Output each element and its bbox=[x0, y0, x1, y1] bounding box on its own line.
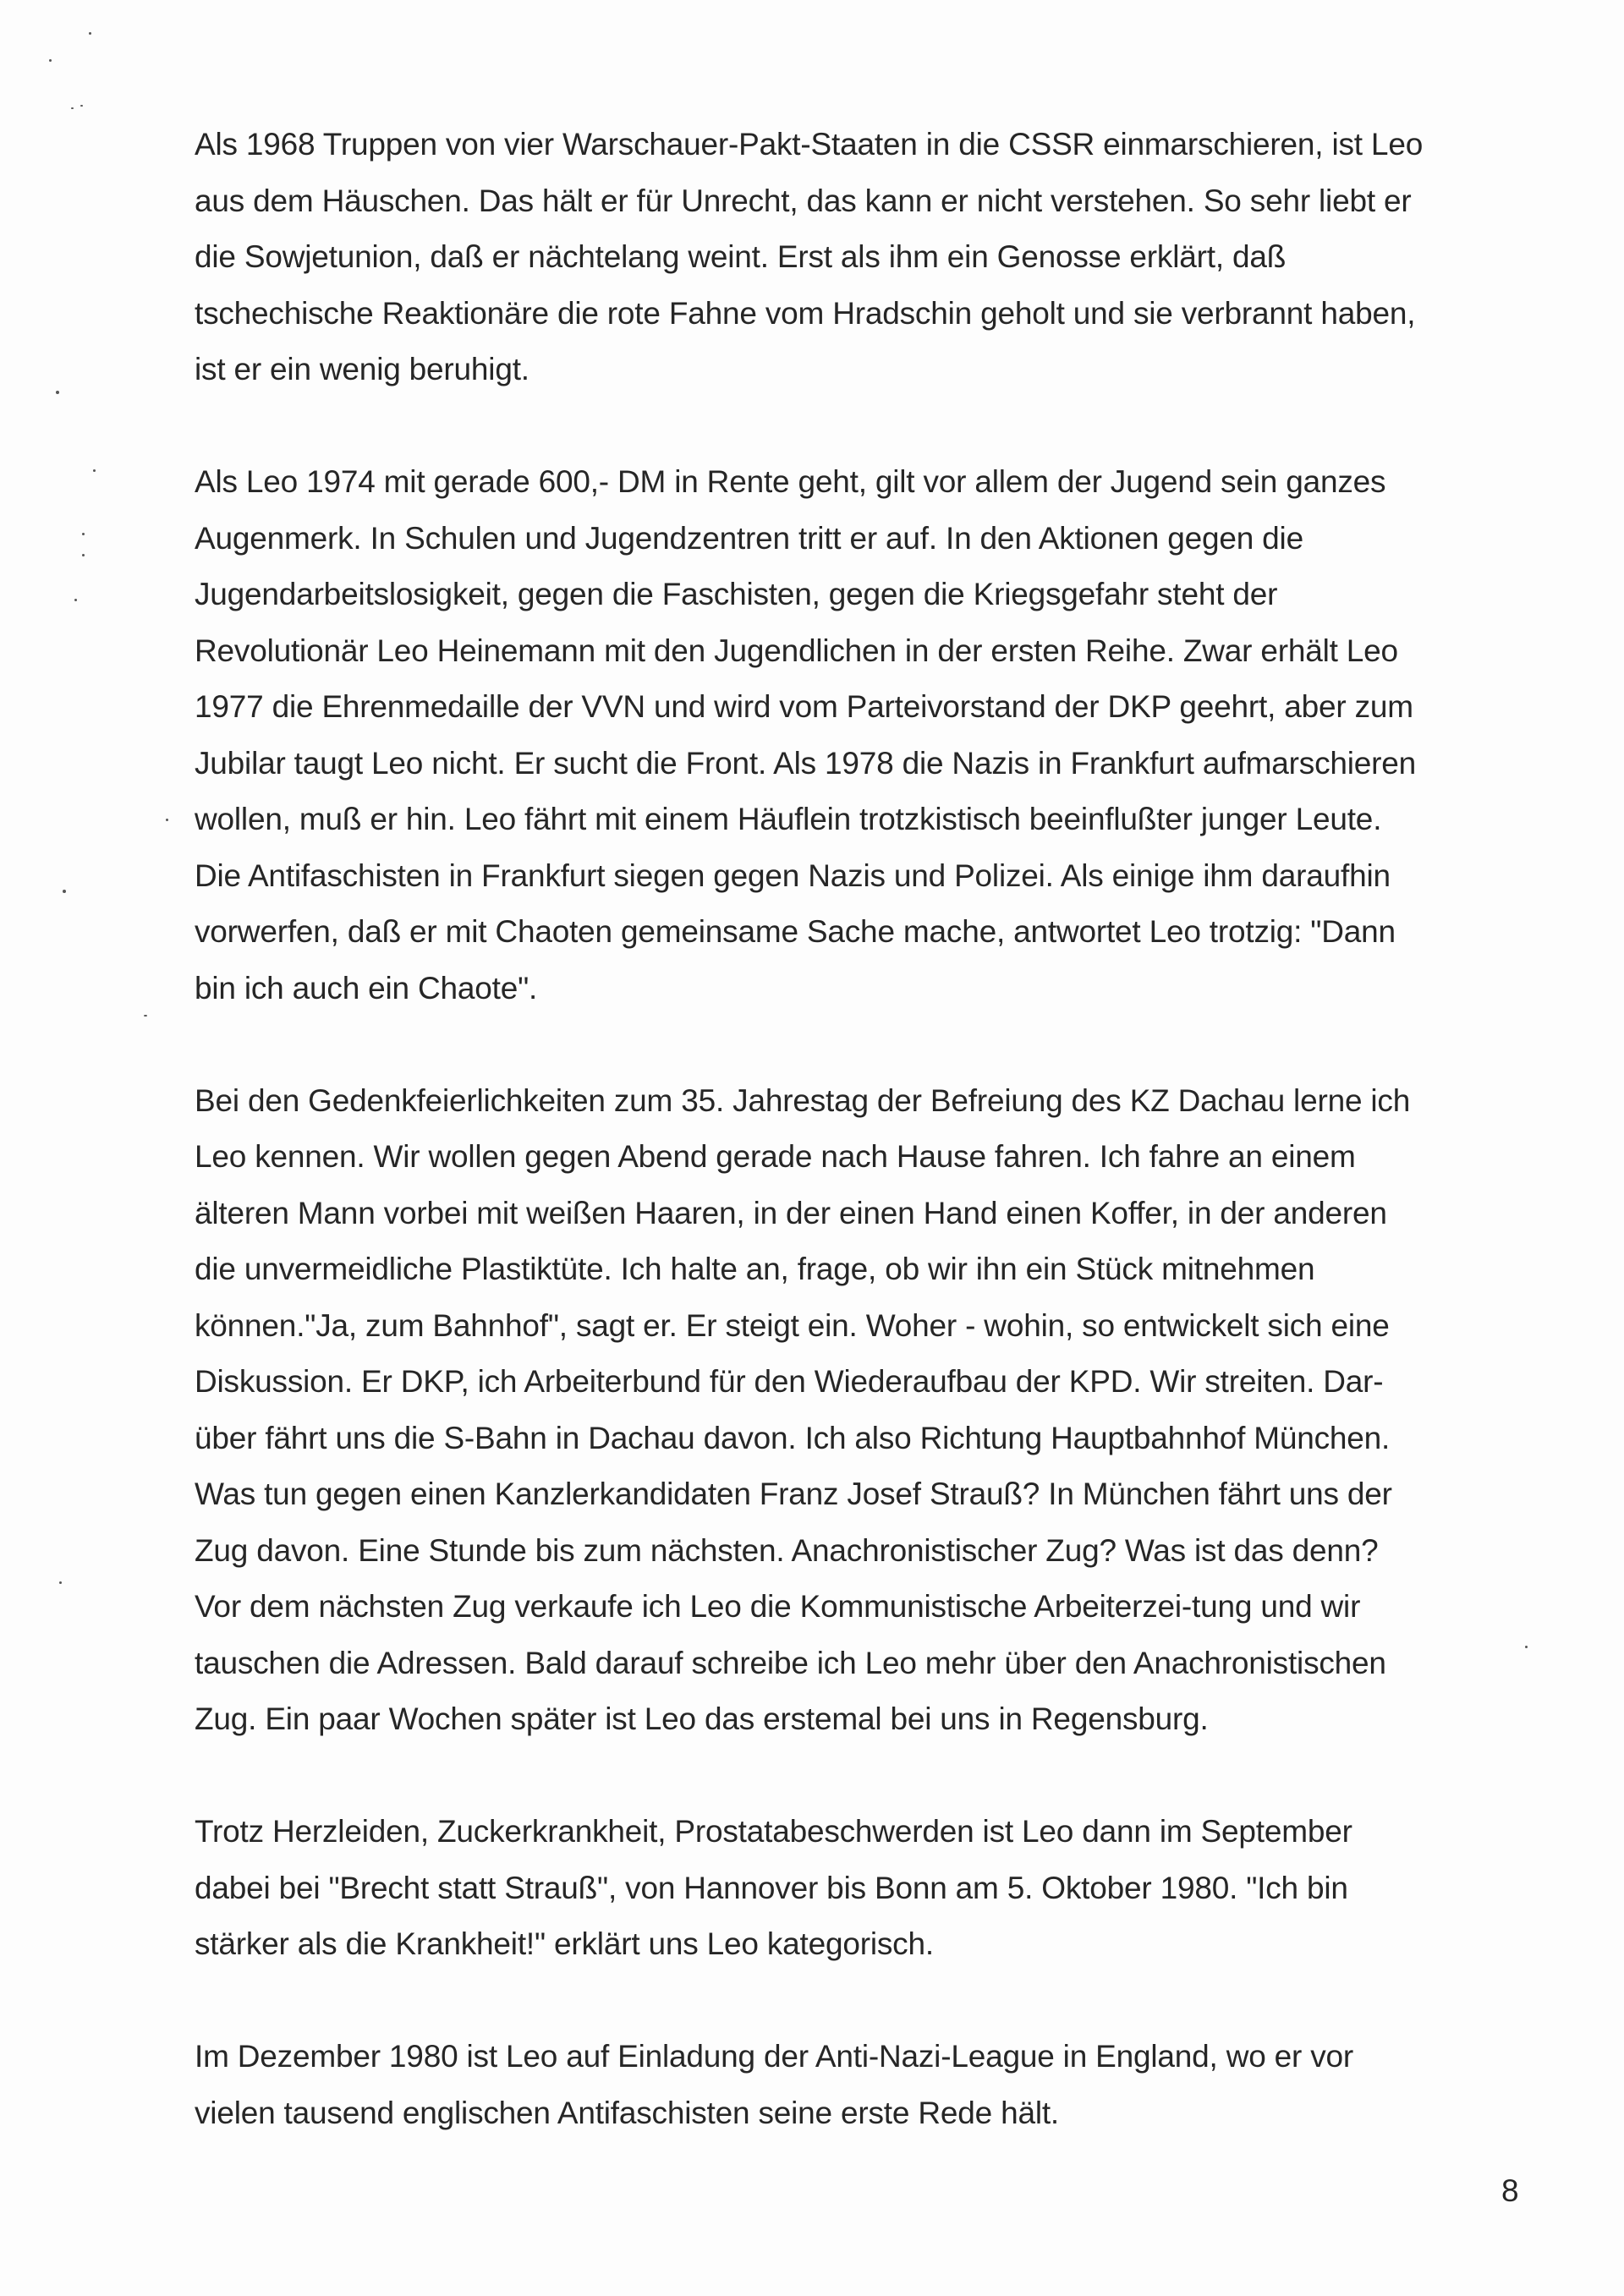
text-line: Diskussion. Er DKP, ich Arbeiterbund für den Wiederaufbau der KPD. Wir streiten. Dar- bbox=[195, 1364, 1384, 1399]
scan-speck bbox=[59, 1581, 62, 1584]
paragraph-gap bbox=[195, 1748, 1514, 1805]
page-number: 8 bbox=[1501, 2173, 1519, 2208]
text-line: ist er ein wenig beruhigt. bbox=[195, 352, 529, 386]
text-line: Im Dezember 1980 ist Leo auf Einladung der Anti-Nazi-League in England, wo er vor bbox=[195, 2039, 1354, 2074]
scan-speck bbox=[74, 599, 77, 601]
text-line: dabei bei "Brecht statt Strauß", von Hannover bis Bonn am 5. Oktober 1980. "Ich bin bbox=[195, 1870, 1348, 1905]
text-line: Jugendarbeitslosigkeit, gegen die Faschisten, gegen die Kriegsgefahr steht der bbox=[195, 577, 1278, 611]
paragraph-4 bbox=[195, 1804, 1514, 1973]
text-line: Zug davon. Eine Stunde bis zum nächsten. Anachronistischer Zug? Was ist das denn? bbox=[195, 1532, 1379, 1568]
text-line: können."Ja, zum Bahnhof", sagt er. Er steigt ein. Woher - wohin, so entwickelt sich eine bbox=[195, 1307, 1390, 1343]
text-line: stärker als die Krankheit!" erklärt uns Leo kategorisch. bbox=[195, 1926, 934, 1961]
scan-speck bbox=[63, 890, 66, 893]
text-line: aus dem Häuschen. Das hält er für Unrecht, das kann er nicht verstehen. So sehr liebt er bbox=[195, 183, 1412, 218]
text-line: die Sowjetunion, daß er nächtelang weint. Erst als ihm ein Genosse erklärt, daß bbox=[195, 239, 1287, 274]
text-line: Leo kennen. Wir wollen gegen Abend gerade nach Hause fahren. Ich fahre an einem bbox=[195, 1139, 1356, 1174]
text-line: 1977 die Ehrenmedaille der VVN und wird vom Parteivorstand der DKP geehrt, aber zum bbox=[195, 689, 1413, 724]
text-line: die unvermeidliche Plastiktüte. Ich halte an, frage, ob wir ihn ein Stück mitnehmen bbox=[195, 1252, 1315, 1286]
text-line: tschechische Reaktionäre die rote Fahne vom Hradschin geholt und sie verbrannt haben, bbox=[195, 295, 1416, 331]
scan-speck bbox=[89, 32, 91, 35]
scan-speck bbox=[56, 391, 59, 394]
scan-speck bbox=[166, 819, 168, 821]
text-line: älteren Mann vorbei mit weißen Haaren, in der einen Hand einen Koffer, in der anderen bbox=[195, 1195, 1387, 1230]
text-line: Revolutionär Leo Heinemann mit den Jugendlichen in der ersten Reihe. Zwar erhält Leo bbox=[195, 633, 1398, 668]
scan-speck bbox=[144, 1015, 147, 1016]
text-line: Was tun gegen einen Kanzlerkandidaten Franz Josef Strauß? In München fährt uns der bbox=[195, 1477, 1392, 1511]
text-line: wollen, muß er hin. Leo fährt mit einem Häuflein trotzkistisch beeinflußter junger Leute. bbox=[195, 802, 1382, 836]
paragraph-1 bbox=[195, 117, 1514, 398]
scan-speck bbox=[82, 554, 85, 556]
text-line: Augenmerk. In Schulen und Jugendzentren tritt er auf. In den Aktionen gegen die bbox=[195, 520, 1303, 556]
text-line: über fährt uns die S-Bahn in Dachau davon. Ich also Richtung Hauptbahnhof München. bbox=[195, 1420, 1391, 1455]
scan-speck bbox=[49, 59, 52, 62]
text-line: Als Leo 1974 mit gerade 600,- DM in Rente geht, gilt vor allem der Jugend sein ganzes bbox=[195, 464, 1386, 499]
paragraph-5 bbox=[195, 2029, 1514, 2141]
scan-speck bbox=[1525, 1646, 1528, 1648]
paragraph-gap bbox=[195, 398, 1514, 455]
text-line: Trotz Herzleiden, Zuckerkrankheit, Prostatabeschwerden ist Leo dann im September bbox=[195, 1814, 1352, 1849]
text-line: bin ich auch ein Chaote". bbox=[195, 970, 538, 1006]
text-line: tauschen die Adressen. Bald darauf schreibe ich Leo mehr über den Anachronistischen bbox=[195, 1645, 1386, 1680]
text-line: vorwerfen, daß er mit Chaoten gemeinsame Sache mache, antwortet Leo trotzig: "Dann bbox=[195, 914, 1396, 949]
text-line: Die Antifaschisten in Frankfurt siegen gegen Nazis und Polizei. Als einige ihm daraufhin bbox=[195, 858, 1391, 893]
scan-speck bbox=[93, 469, 96, 472]
text-line: Bei den Gedenkfeierlichkeiten zum 35. Jahrestag der Befreiung des KZ Dachau lerne ich bbox=[195, 1082, 1411, 1118]
paragraph-gap bbox=[195, 1973, 1514, 2030]
text-line: Als 1968 Truppen von vier Warschauer-Pakt-Staaten in die CSSR einmarschieren, ist Leo bbox=[195, 127, 1424, 162]
document-body bbox=[195, 117, 1514, 2141]
scan-speck bbox=[71, 107, 74, 109]
paragraph-3 bbox=[195, 1073, 1514, 1748]
paragraph-gap bbox=[195, 1016, 1514, 1073]
text-line: Zug. Ein paar Wochen später ist Leo das erstemal bei uns in Regensburg. bbox=[195, 1701, 1209, 1736]
text-line: vielen tausend englischen Antifaschisten seine erste Rede hält. bbox=[195, 2095, 1060, 2130]
paragraph-2 bbox=[195, 454, 1514, 1016]
text-line: Vor dem nächsten Zug verkaufe ich Leo die Kommunistische Arbeiterzei-tung und wir bbox=[195, 1589, 1361, 1624]
scan-speck bbox=[82, 533, 85, 535]
scan-speck bbox=[80, 105, 83, 107]
text-line: Jubilar taugt Leo nicht. Er sucht die Front. Als 1978 die Nazis in Frankfurt aufmarschieren bbox=[195, 745, 1417, 781]
